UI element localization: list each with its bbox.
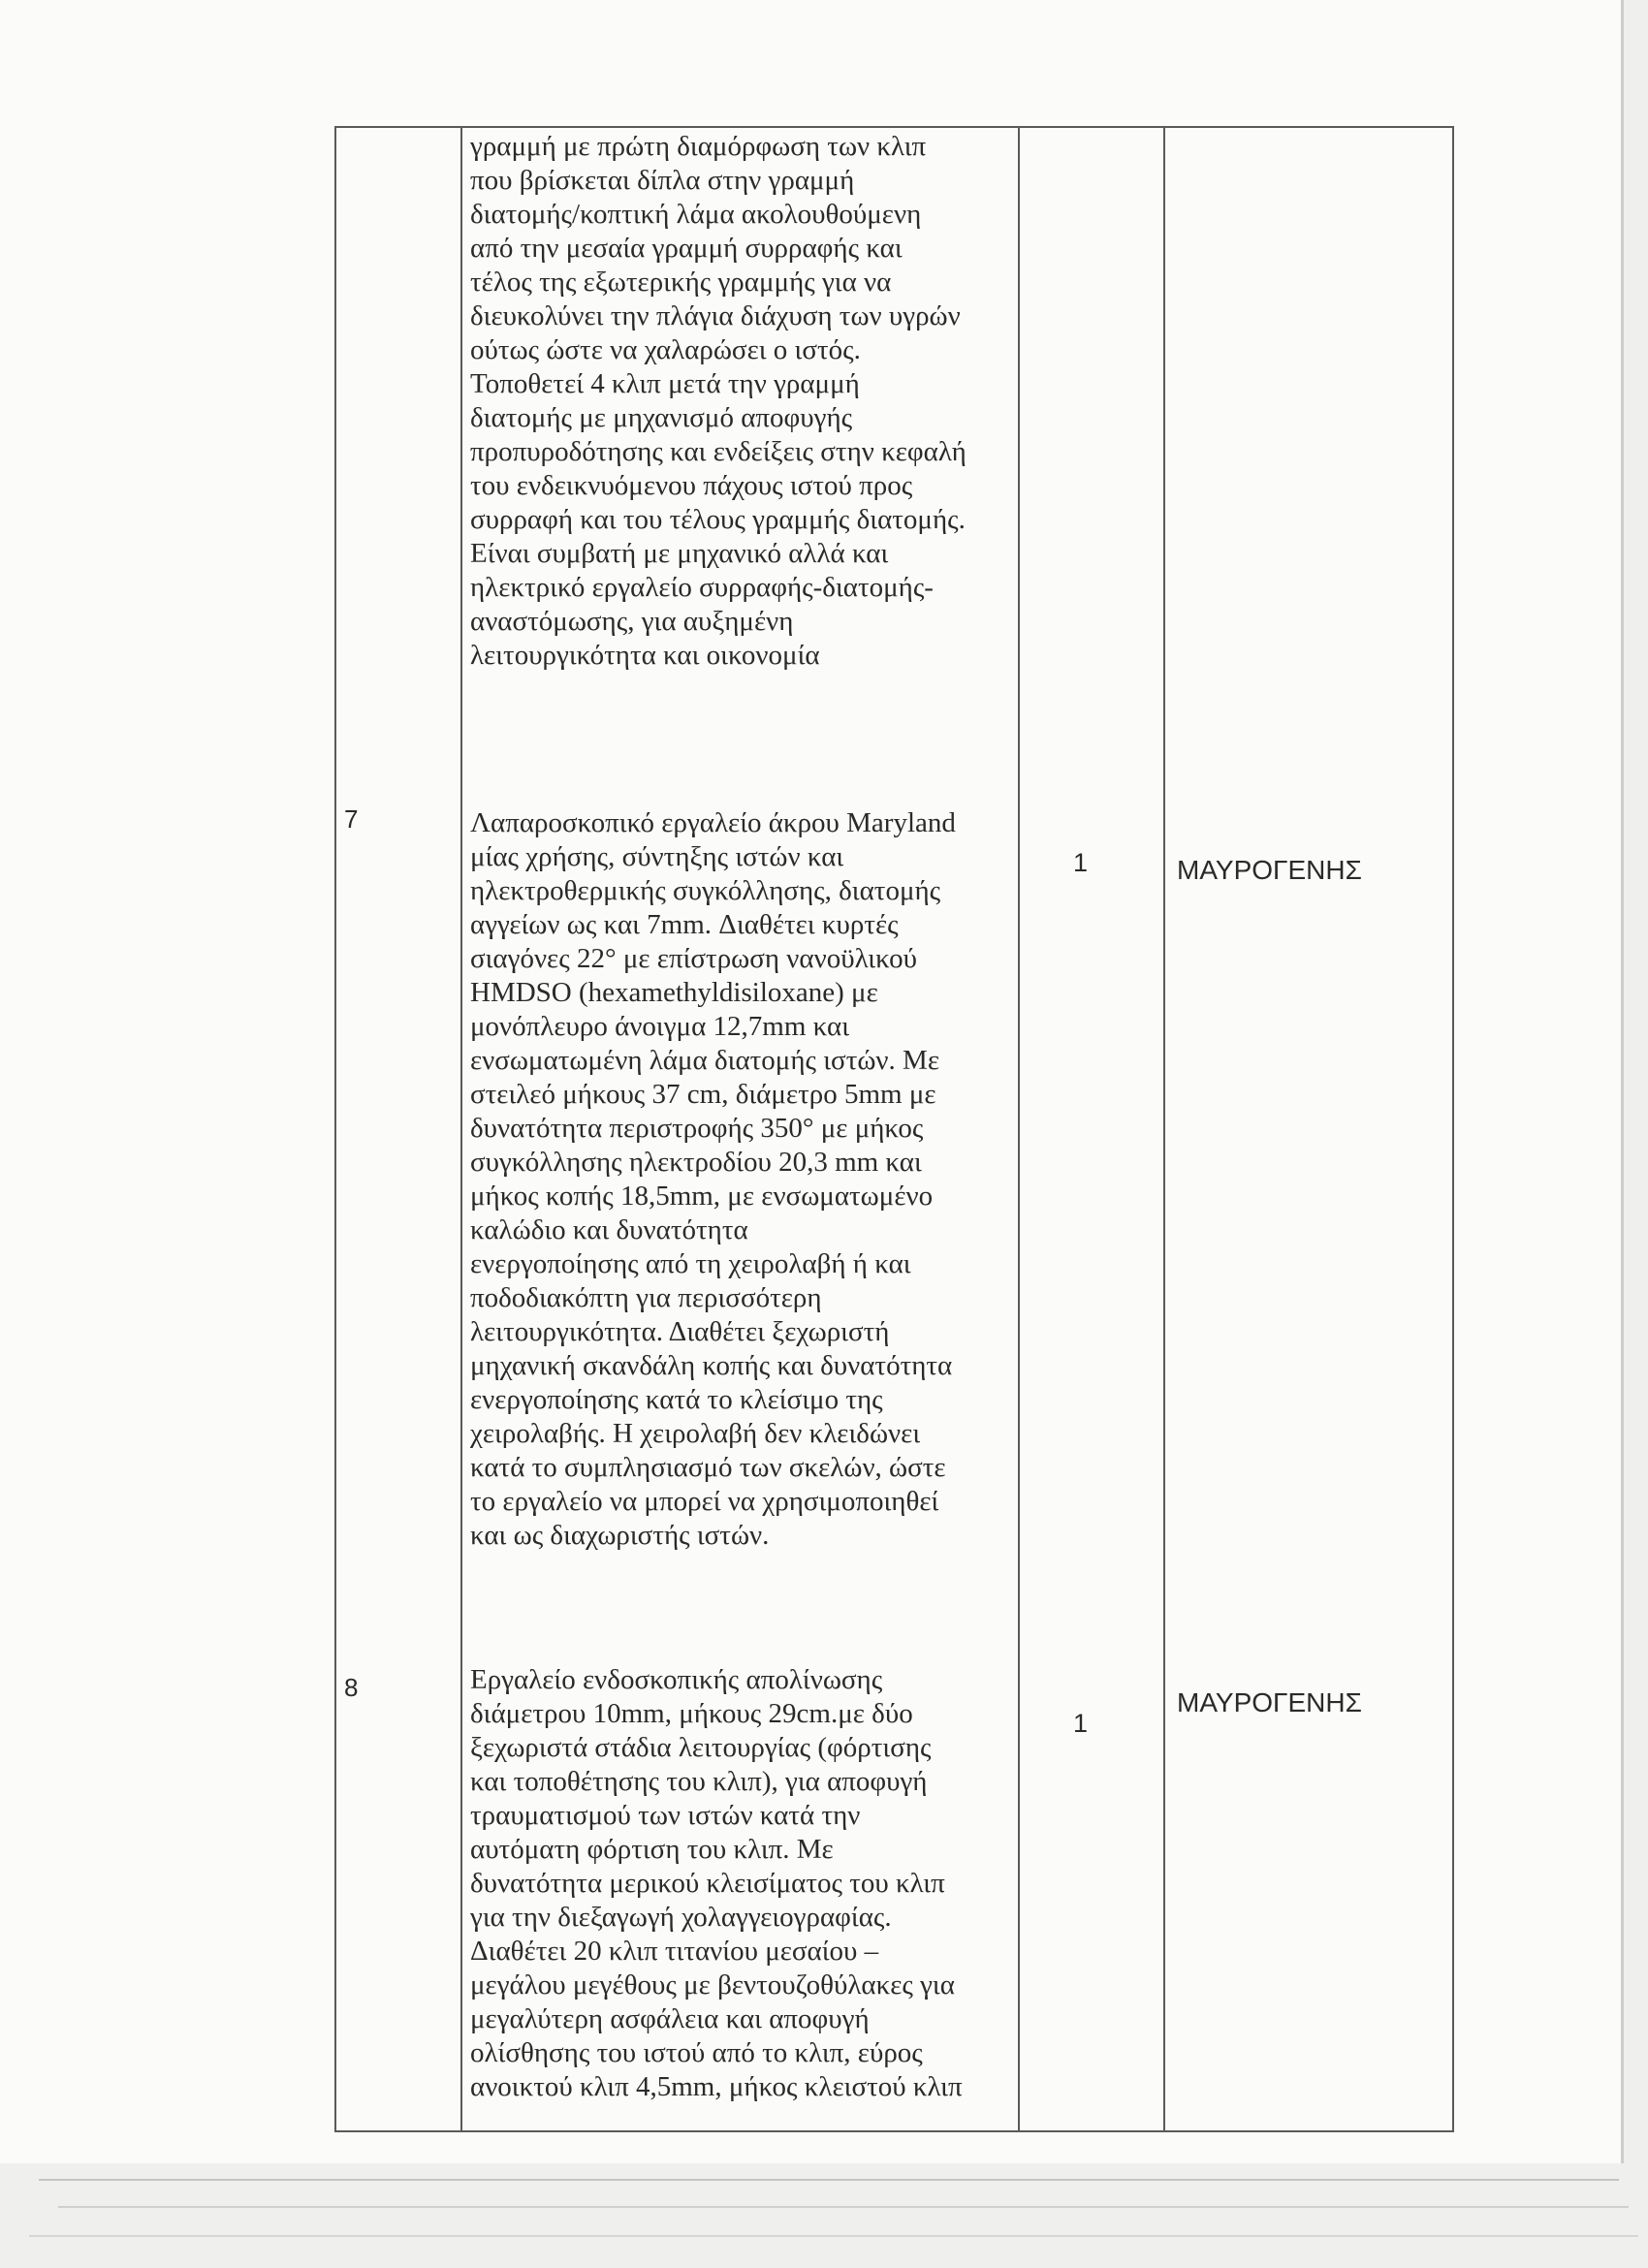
description-line: το εργαλείο να μπορεί να χρησιμοποιηθεί <box>470 1486 939 1517</box>
description-line: του ενδεικνυόμενου πάχους ιστού προς <box>470 470 913 501</box>
description-line: στειλεό μήκους 37 cm, διάμετρο 5mm με <box>470 1079 936 1110</box>
description-line: μεγαλύτερη ασφάλεια και αποφυγή <box>470 2003 870 2034</box>
description-line: μηχανική σκανδάλη κοπής και δυνατότητα <box>470 1350 953 1381</box>
description-line: και τοποθέτησης του κλιπ), για αποφυγή <box>470 1766 928 1797</box>
description-line: δυνατότητα μερικού κλεισίματος του κλιπ <box>470 1868 945 1899</box>
description-line: συγκόλλησης ηλεκτροδίου 20,3 mm και <box>470 1147 922 1178</box>
description-line: σιαγόνες 22° με επίστρωση νανοϋλικού <box>470 943 917 974</box>
description-line: Διαθέτει 20 κλιπ τιτανίου μεσαίου – <box>470 1936 879 1967</box>
specs-table <box>334 126 1454 2132</box>
description-line: διευκολύνει την πλάγια διάχυση των υγρών <box>470 300 961 331</box>
page-edge <box>58 2206 1629 2208</box>
description-line: Λαπαροσκοπικό εργαλείο άκρου Maryland <box>470 807 956 838</box>
description-line: αυτόματη φόρτιση του κλιπ. Με <box>470 1834 834 1865</box>
description-line: λειτουργικότητα και οικονομία <box>470 640 820 671</box>
table-row <box>336 128 1452 768</box>
description-line: Είναι συμβατή με μηχανικό αλλά και <box>470 538 889 569</box>
description-line: προπυροδότησης και ενδείξεις στην κεφαλή <box>470 436 967 467</box>
description-cell <box>462 1640 1018 2104</box>
description-line: κατά το συμπλησιασμό των σκελών, ώστε <box>470 1452 946 1483</box>
page-edge <box>29 2235 1638 2237</box>
description-line: γραμμή με πρώτη διαμόρφωση των κλιπ <box>470 131 927 162</box>
description-line: διατομής με μηχανισμό αποφυγής <box>470 402 853 433</box>
description-line: ενεργοποίησης κατά το κλείσιμο της <box>470 1384 883 1415</box>
table-row <box>336 1640 1452 2132</box>
page-edge <box>39 2179 1619 2181</box>
description-line: δυνατότητα περιστροφής 350° με μήκος <box>470 1113 924 1144</box>
supplier: ΜΑΥΡΟΓΕΝΗΣ <box>1177 1687 1362 1717</box>
supplier: ΜΑΥΡΟΓΕΝΗΣ <box>1177 855 1362 885</box>
description-line: ξεχωριστά στάδια λειτουργίας (φόρτισης <box>470 1732 932 1763</box>
description-line: και ως διαχωριστής ιστών. <box>470 1520 770 1551</box>
description-cell <box>462 768 1018 1553</box>
description-line: ενσωματωμένη λάμα διατομής ιστών. Με <box>470 1045 940 1076</box>
description-line: τέλος της εξωτερικής γραμμής για να <box>470 267 892 298</box>
description-line: από την μεσαία γραμμή συρραφής και <box>470 233 903 264</box>
description-line: για την διεξαγωγή χολαγγειογραφίας. <box>470 1902 892 1933</box>
description-line: ηλεκτρικό εργαλείο συρραφής-διατομής- <box>470 572 934 603</box>
quantity: 1 <box>1073 848 1089 877</box>
description-line: ούτως ώστε να χαλαρώσει ο ιστός. <box>470 334 861 365</box>
description-line: αγγείων ως και 7mm. Διαθέτει κυρτές <box>470 909 899 940</box>
page-side-edge <box>1621 0 1624 2163</box>
description-line: λειτουργικότητα. Διαθέτει ξεχωριστή <box>470 1316 890 1347</box>
description-line: που βρίσκεται δίπλα στην γραμμή <box>470 165 855 196</box>
description-line: χειρολαβής. Η χειρολαβή δεν κλειδώνει <box>470 1418 921 1449</box>
description-line: ανοικτού κλιπ 4,5mm, μήκος κλειστού κλιπ <box>470 2071 963 2102</box>
description-line: μεγάλου μεγέθους με βεντουζοθύλακες για <box>470 1969 955 2000</box>
description-line: μήκος κοπής 18,5mm, με ενσωματωμένο <box>470 1181 934 1212</box>
description-line: ποδοδιακόπτη για περισσότερη <box>470 1282 822 1313</box>
description-line: συρραφή και του τέλους γραμμής διατομής. <box>470 504 966 535</box>
table-row <box>336 768 1452 1640</box>
description-line: τραυματισμού των ιστών κατά την <box>470 1800 861 1831</box>
description-line: αναστόμωσης, για αυξημένη <box>470 606 794 637</box>
description-line: Τοποθετεί 4 κλιπ μετά την γραμμή <box>470 368 860 399</box>
description-line: διατομής/κοπτική λάμα ακολουθούμενη <box>470 199 922 230</box>
item-number: 7 <box>344 804 359 834</box>
description-line: ολίσθησης του ιστού από το κλιπ, εύρος <box>470 2037 923 2068</box>
quantity: 1 <box>1073 1709 1089 1738</box>
description-line: μίας χρήσης, σύντηξης ιστών και <box>470 841 844 872</box>
description-line: καλώδιο και δυνατότητα <box>470 1214 748 1245</box>
item-number: 8 <box>344 1673 359 1702</box>
description-line: HMDSO (hexamethyldisiloxane) με <box>470 977 878 1008</box>
description-line: μονόπλευρο άνοιγμα 12,7mm και <box>470 1011 850 1042</box>
description-line: ηλεκτροθερμικής συγκόλλησης, διατομής <box>470 875 941 906</box>
description-line: διάμετρου 10mm, μήκους 29cm.με δύο <box>470 1698 913 1729</box>
description-line: ενεργοποίησης από τη χειρολαβή ή και <box>470 1248 911 1279</box>
description-line: Εργαλείο ενδοσκοπικής απολίνωσης <box>470 1664 883 1695</box>
description-cell <box>462 128 1018 673</box>
